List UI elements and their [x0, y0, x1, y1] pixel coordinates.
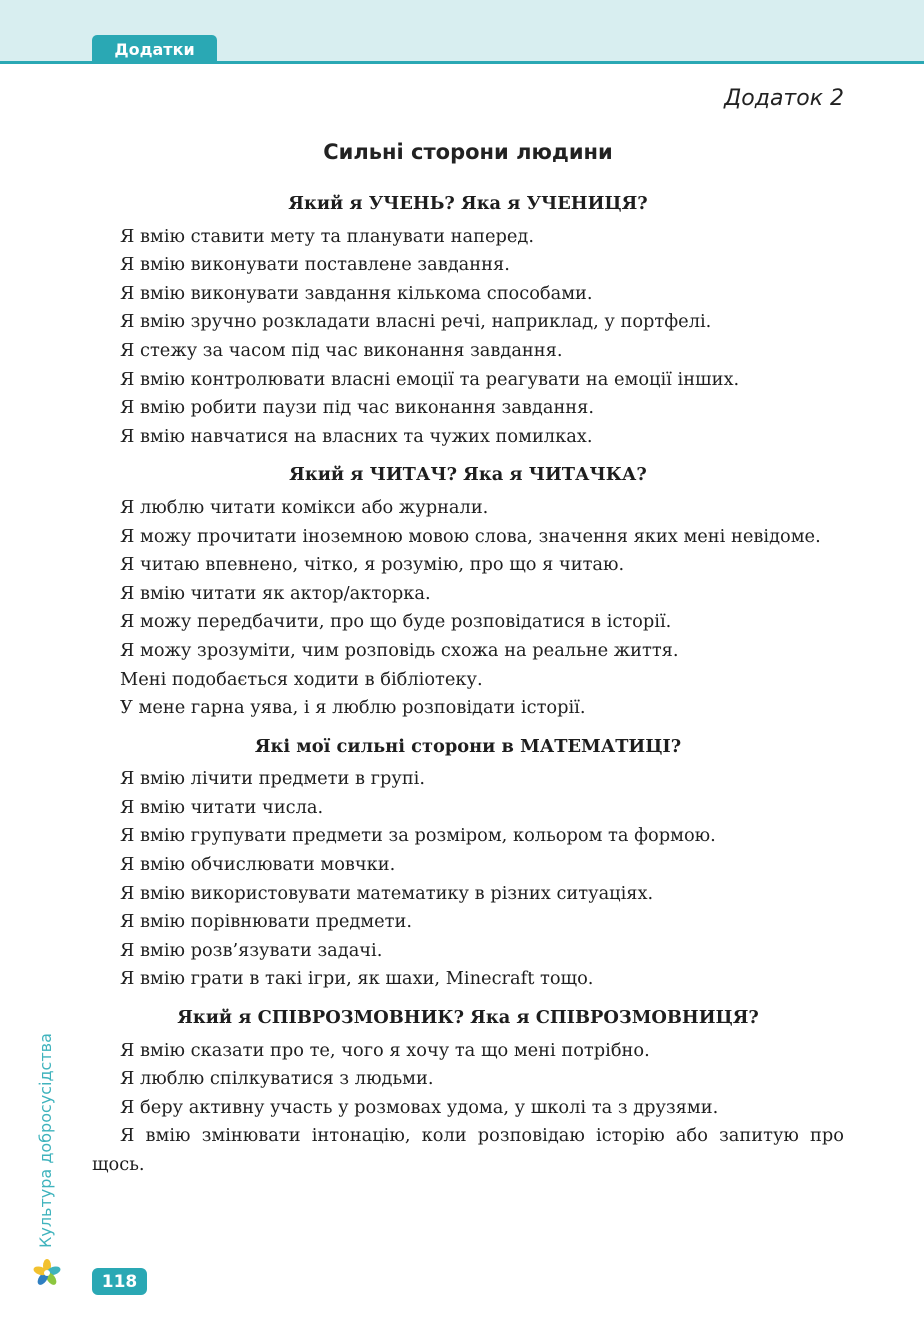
list-item: Я люблю спілкуватися з людьми.: [120, 1068, 434, 1090]
list-item: Я читаю впевнено, чітко, я розумію, про що я читаю.: [120, 554, 625, 576]
list-item: Я вмію навчатися на власних та чужих помилках.: [120, 425, 593, 447]
list-item: Я вмію розв’язувати задачі.: [120, 939, 383, 961]
list-item: У мене гарна уява, і я люблю розповідати історії.: [120, 697, 586, 719]
list-item: Я вмію робити паузи під час виконання завдання.: [120, 397, 595, 419]
section-heading: Який я СПІВРОЗМОВНИК? Яка я СПІВРОЗМОВНИЦЯ?: [177, 1007, 759, 1029]
flower-icon: [33, 1259, 61, 1287]
section-heading: Які мої сильні сторони в МАТЕМАТИЦІ?: [254, 735, 682, 757]
side-text: Культура добросусідства: [36, 1033, 55, 1248]
section-reader: [92, 461, 844, 722]
section-conversation: [92, 1004, 844, 1180]
section-heading: Який я ЧИТАЧ? Яка я ЧИТАЧКА?: [289, 464, 647, 486]
list-item: Я вмію зручно розкладати власні речі, наприклад, у портфелі.: [120, 311, 712, 333]
section-math: [92, 733, 844, 994]
list-item: Я вмію контролювати власні емоції та реагувати на емоції інших.: [120, 368, 740, 390]
list-item: Я вмію ставити мету та планувати наперед.: [120, 225, 535, 247]
list-item: Я вмію використовувати математику в різних ситуаціях.: [120, 882, 654, 904]
list-item: Я вмію читати як актор/акторка.: [120, 582, 431, 604]
list-item: Я можу прочитати іноземною мовою слова, значення яких мені невідоме.: [120, 525, 821, 547]
list-item: Я вмію виконувати поставлене завдання.: [120, 254, 510, 276]
list-item: Я вмію групувати предмети за розміром, кольором та формою.: [120, 825, 716, 847]
list-item: Я вмію змінювати інтонацію, коли розповідаю історію або запитую про щось.: [92, 1125, 844, 1175]
list-item: Я вмію сказати про те, чого я хочу та що мені потрібно.: [120, 1039, 650, 1061]
content: [92, 190, 844, 1180]
list-item: Я вмію читати числа.: [120, 796, 324, 818]
list-item: Я люблю читати комікси або журнали.: [120, 496, 489, 518]
list-item: Я можу передбачити, про що буде розповідатися в історії.: [120, 611, 672, 633]
appendix-label: Додаток 2: [724, 86, 844, 111]
section-tab: Додатки: [92, 35, 217, 64]
page-number: 118: [92, 1268, 147, 1295]
list-item: Я стежу за часом під час виконання завдання.: [120, 339, 563, 361]
section-heading: Який я УЧЕНЬ? Яка я УЧЕНИЦЯ?: [288, 193, 648, 214]
list-item: Мені подобається ходити в бібліотеку.: [120, 668, 483, 690]
page-title: Сильні сторони людини: [323, 140, 613, 164]
list-item: Я беру активну участь у розмовах удома, у школі та з друзями.: [120, 1096, 719, 1118]
section-learner: [92, 190, 844, 451]
list-item: Я вмію виконувати завдання кількома способами.: [120, 282, 593, 304]
list-item: Я вмію обчислювати мовчки.: [120, 854, 396, 876]
list-item: Я вмію лічити предмети в групі.: [120, 768, 426, 790]
list-item: Я вмію порівнювати предмети.: [120, 911, 412, 933]
list-item: Я вмію грати в такі ігри, як шахи, Minecraft тощо.: [120, 968, 594, 990]
list-item: Я можу зрозуміти, чим розповідь схожа на реальне життя.: [120, 639, 679, 661]
